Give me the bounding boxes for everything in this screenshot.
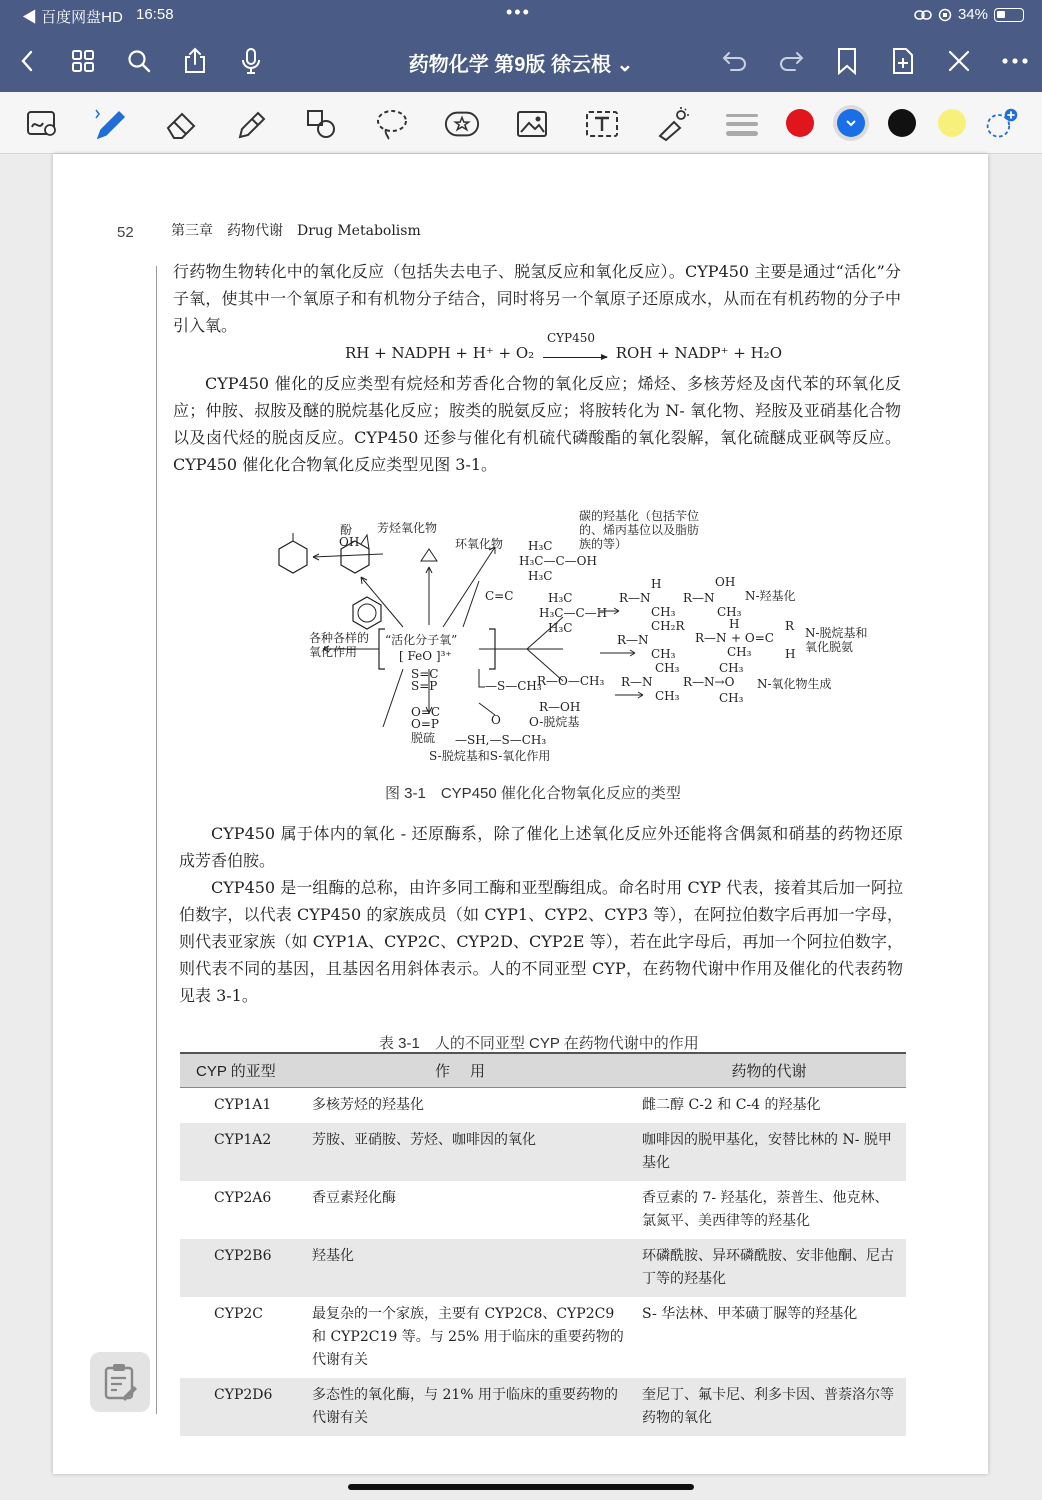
paragraph-3: CYP450 属于体内的氧化 - 还原酶系，除了催化上述氧化反应外还能将含偶氮和硝基的药物还原成芳香伯胺。	[179, 824, 903, 870]
fig-s-eq-p: S=P	[411, 679, 438, 693]
text-box-icon[interactable]	[584, 106, 620, 142]
notes-panel-button[interactable]	[90, 1352, 150, 1412]
status-bar	[0, 0, 1042, 30]
cell-cyp: CYP2D6	[214, 1387, 273, 1403]
home-indicator[interactable]	[348, 1484, 694, 1490]
fig-h3c-a: H₃C	[528, 539, 553, 553]
fig-h-small: H	[729, 617, 740, 631]
cell-cyp: CYP2A6	[214, 1190, 272, 1206]
status-right	[914, 6, 1024, 23]
fig-o-single: O	[491, 713, 501, 727]
color-swatch-red[interactable]	[786, 109, 814, 137]
redo-icon[interactable]	[776, 46, 806, 76]
fig-h3c-d: H₃C	[548, 591, 573, 605]
laser-pointer-icon[interactable]	[654, 106, 690, 142]
fig-sh-s: —SH,—S—CH₃	[455, 733, 547, 747]
fig-r-n2: R—N	[683, 591, 715, 605]
cell-metabolism: 咖啡因的脱甲基化，安替比林的 N- 脱甲基化	[642, 1132, 892, 1171]
fig-s-dealkyl: S-脱烷基和S-氧化作用	[429, 749, 551, 763]
annotation-toolbar	[0, 92, 1042, 154]
eraser-icon[interactable]	[164, 106, 200, 142]
cell-metabolism: 香豆素的 7- 羟基化，萘普生、他克林、氯氮平、美西律等的羟基化	[642, 1190, 889, 1229]
bookmark-icon[interactable]	[832, 46, 862, 76]
fig-center-line1: “活化分子氧”	[385, 633, 458, 647]
fig-s-ch3: —S—CH₃	[485, 679, 542, 693]
battery-percent: 34%	[957, 6, 988, 23]
fig-desulfur: 脱硫	[411, 731, 436, 745]
chevron-down-icon	[837, 109, 865, 137]
page-number: 52	[117, 224, 134, 241]
nav-bar	[0, 36, 1042, 88]
cell-cyp: CYP1A2	[214, 1132, 272, 1148]
fig-phenol: 酚	[340, 523, 353, 537]
fig-plus-o: + O=C	[731, 631, 774, 645]
cell-role: 多态性的氧化酶，与 21% 用于临床的重要药物的代谢有关	[312, 1387, 619, 1426]
cell-metabolism: 雌二醇 C-2 和 C-4 的羟基化	[642, 1097, 821, 1113]
fig-ch3-5: CH₃	[655, 661, 680, 675]
cell-role: 芳胺、亚硝胺、芳烃、咖啡因的氧化	[312, 1132, 536, 1148]
shapes-icon[interactable]	[304, 106, 340, 142]
formula-left: RH + NADPH + H⁺ + O₂	[345, 344, 535, 362]
more-icon[interactable]	[1000, 46, 1030, 76]
undo-icon[interactable]	[720, 46, 750, 76]
fig-r-oh: R—OH	[539, 700, 581, 714]
figure-3-1	[243, 499, 832, 764]
stroke-width-icon[interactable]	[724, 106, 760, 142]
fig-h3c-e: H₃C—C—H	[539, 606, 608, 620]
cell-role: 香豆素羟化酶	[312, 1190, 396, 1206]
pen-icon[interactable]	[92, 106, 128, 142]
back-icon[interactable]	[12, 46, 42, 76]
search-icon[interactable]	[124, 46, 154, 76]
fig-n-h: H	[651, 577, 662, 591]
paragraph-2: CYP450 催化的反应类型有烷烃和芳香化合物的氧化反应；烯烃、多核芳烃及卤代苯的环氧化反应；仲胺、叔胺及醚的脱烷基化反应；胺类的脱氨反应；将胺转化为 N- 氧化物、羟胺及亚硝基化合物以及卤代烃的脱卤反应。CYP450 还参与催化有机硫代磷酸酯的氧化裂解，氧化硫醚成亚砜等反应。CYP450 催化化合物氧化反应类型见图 3-1。	[173, 374, 901, 474]
cell-metabolism: 环磷酰胺、异环磷酰胺、安非他酮、尼古丁等的羟基化	[642, 1248, 894, 1287]
fig-arene-oxide: 芳烃氧化物	[377, 521, 438, 535]
formula-right: ROH + NADP⁺ + H₂O	[615, 344, 782, 362]
fig-r-n-o: R—N→O	[683, 675, 735, 689]
image-insert-icon[interactable]	[514, 106, 550, 142]
fig-r-n5: R—N	[621, 675, 653, 689]
sticker-icon[interactable]	[444, 106, 480, 142]
reaction-formula	[345, 331, 782, 362]
fig-ch3-4: CH₃	[727, 645, 752, 659]
fig-s-eq-c: S=C	[411, 667, 439, 681]
running-header: 第三章 药物代谢 Drug Metabolism	[171, 223, 421, 239]
fig-ch3-7: CH₃	[719, 661, 744, 675]
battery-icon	[994, 8, 1024, 22]
header-metabolism: 药物的代谢	[731, 1063, 807, 1080]
fig-n-oh: OH	[715, 575, 736, 589]
color-swatch-blue-selected[interactable]	[837, 109, 865, 137]
cell-cyp: CYP1A1	[214, 1097, 272, 1113]
margin-line	[156, 266, 157, 1414]
fig-h3c-c: H₃C	[528, 569, 553, 583]
fig-r-o-ch3: R—O—CH₃	[537, 674, 605, 688]
fig-ch2r: CH₂R	[651, 619, 685, 633]
fig-ch3-1: CH₃	[651, 605, 676, 619]
fig-oh: OH	[339, 535, 360, 549]
fig-ch3-2: CH₃	[717, 605, 742, 619]
table-row	[180, 1297, 906, 1378]
share-icon[interactable]	[180, 46, 210, 76]
paragraph-4: CYP450 是一组酶的总称，由许多同工酶和亚型酶组成。命名时用 CYP 代表，接着其后加一阿拉伯数字，以代表 CYP450 的家族成员（如 CYP1、CYP2、CYP3 等），在阿拉伯数字后再加一字母，则代表亚家族（如 CYP1A、CYP2C、CYP2D、CYP2E 等），若在此字母后，再加一个阿拉伯数字，则代表不同的基因，且基因名用斜体表示。人的不同亚型 CYP，在药物代谢中作用及催化的代表药物见表 3-1。	[179, 878, 903, 1005]
cell-role: 羟基化	[312, 1248, 354, 1264]
clipboard-edit-icon	[102, 1362, 138, 1402]
document-title[interactable]: 药物化学 第9版 徐云根 ⌄	[408, 54, 634, 76]
fig-r-small: R	[785, 619, 795, 633]
color-swatch-black[interactable]	[888, 109, 916, 137]
header-cyp: CYP 的亚型	[196, 1063, 276, 1080]
cell-cyp: CYP2B6	[214, 1248, 272, 1264]
paragraph-1: 行药物生物转化中的氧化反应（包括失去电子、脱氢反应和氧化反应）。CYP450 主要是通过“活化”分子氧，使其中一个氧原子和有机物分子结合，同时将另一个氧原子还原成水，从而在有机药物的分子中引入氧。	[173, 262, 901, 335]
book-page	[53, 154, 988, 1474]
back-to-app-link[interactable]: ◀ 百度网盘HD	[22, 9, 123, 26]
cell-metabolism: 奎尼丁、氟卡尼、利多卡因、普萘洛尔等药物的氧化	[642, 1387, 894, 1426]
fig-r-n4: R—N	[695, 631, 727, 645]
fig-carbon-hydroxylation: 碳的羟基化（包括苄位的、烯丙基位以及脂肪族的等）	[579, 509, 700, 551]
lock-rotation-icon	[938, 8, 952, 22]
fig-o-eq-c: O=C	[411, 705, 441, 719]
formula-arrow-label: CYP450	[546, 331, 596, 345]
fig-o-eq-p: O=P	[411, 717, 439, 731]
add-page-icon[interactable]	[888, 46, 918, 76]
cyp-table	[180, 1052, 906, 1436]
fig-n-oxide: N-氧化物生成	[757, 677, 832, 691]
figure-caption: 图 3-1 CYP450 催化化合物氧化反应的类型	[385, 785, 681, 802]
fig-h3c-f: H₃C	[548, 621, 573, 635]
table-row	[180, 1088, 906, 1123]
fig-r-n3: R—N	[617, 633, 649, 647]
fig-ch3-6: CH₃	[655, 689, 680, 703]
formula-arrow	[543, 331, 607, 358]
top-bar	[0, 0, 1042, 92]
link-icon	[914, 9, 932, 21]
header-role: 作用	[434, 1063, 505, 1080]
fig-n-hydroxylation: N-羟基化	[745, 589, 796, 603]
fig-h-small2: H	[785, 647, 796, 661]
add-color-icon[interactable]	[984, 106, 1020, 142]
fig-center-line2: [ FeO ]³⁺	[399, 649, 452, 663]
table-row	[180, 1181, 906, 1239]
fig-various-oxidation: 各种各样的氧化作用	[309, 631, 370, 659]
color-swatch-yellow[interactable]	[938, 109, 966, 137]
table-caption: 表 3-1 人的不同亚型 CYP 在药物代谢中的作用	[379, 1035, 699, 1052]
cell-metabolism: S- 华法林、甲苯磺丁脲等的羟基化	[642, 1306, 858, 1322]
table-row	[180, 1378, 906, 1436]
cell-role: 最复杂的一个家族，主要有 CYP2C8、CYP2C9 和 CYP2C19 等。与 25% 用于临床的重要药物的代谢有关	[312, 1306, 624, 1368]
lasso-image-icon[interactable]	[24, 106, 60, 142]
microphone-icon[interactable]	[236, 46, 266, 76]
cell-role: 多核芳烃的羟基化	[312, 1097, 424, 1113]
table-row	[180, 1239, 906, 1297]
grid-view-icon[interactable]	[68, 46, 98, 76]
highlighter-icon[interactable]	[234, 106, 270, 142]
fig-r-n1: R—N	[619, 591, 651, 605]
fig-c-eq-c: C=C	[485, 589, 514, 603]
lasso-icon[interactable]	[374, 106, 410, 142]
fig-ch3-8: CH₃	[719, 691, 744, 705]
table-row	[180, 1123, 906, 1181]
fig-ch3-3: CH₃	[651, 647, 676, 661]
fig-o-dealkyl: O-脱烷基	[529, 715, 580, 729]
multitask-dots-icon[interactable]: •••	[506, 2, 531, 22]
fig-h3c-b: H₃C—C—OH	[519, 554, 597, 568]
cell-cyp: CYP2C	[214, 1306, 263, 1322]
fig-n-dealk: N-脱烷基和氧化脱氨	[805, 626, 868, 654]
status-time: 16:58	[136, 6, 174, 23]
close-tools-icon[interactable]	[944, 46, 974, 76]
fig-epoxide: 环氧化物	[455, 537, 504, 551]
table-header	[180, 1054, 906, 1088]
